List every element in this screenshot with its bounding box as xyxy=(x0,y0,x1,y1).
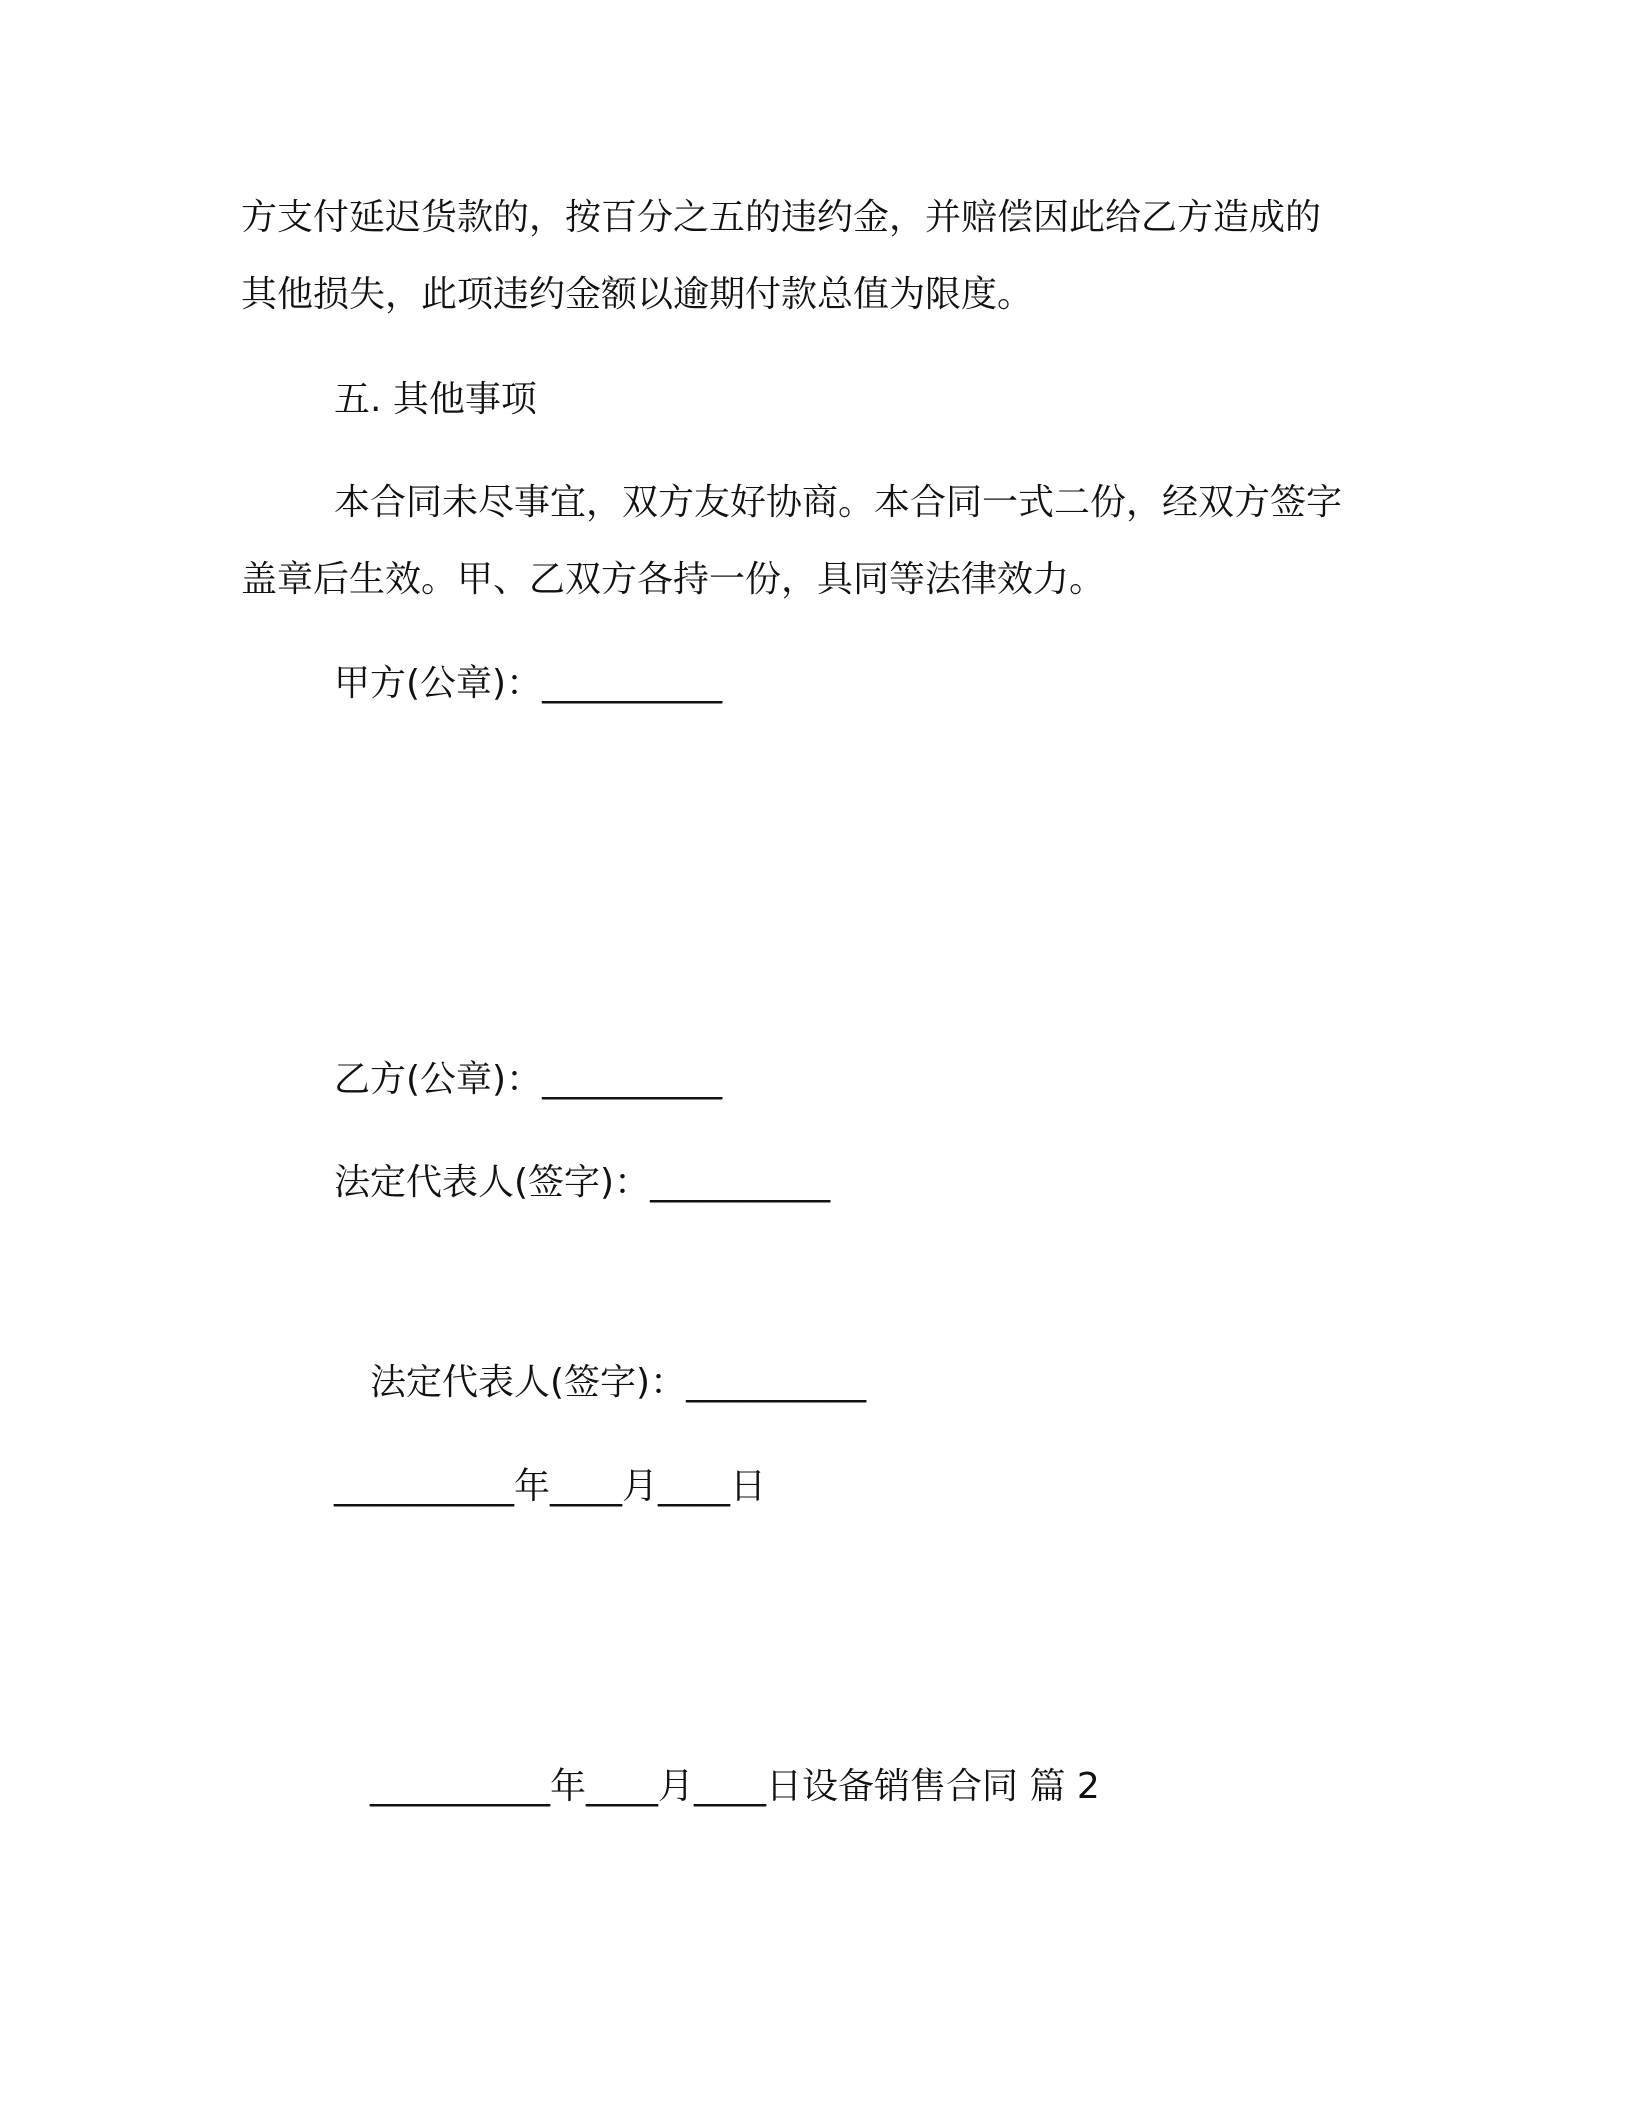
date-line: __________年____月____日 xyxy=(334,1466,766,1507)
penalty-paragraph-line-1: 方支付延迟货款的，按百分之五的违约金，并赔偿因此给乙方造成的 xyxy=(241,197,1322,238)
penalty-paragraph-line-2: 其他损失，此项违约金额以逾期付款总值为限度。 xyxy=(241,274,1034,315)
other-matters-paragraph-line-2: 盖章后生效。甲、乙双方各持一份，具同等法律效力。 xyxy=(241,559,1106,600)
legal-representative-signature-line-1: 法定代表人(签字)：__________ xyxy=(334,1162,831,1203)
party-b-seal-line: 乙方(公章)：__________ xyxy=(334,1059,723,1100)
section-heading-other-matters: 五. 其他事项 xyxy=(334,379,537,420)
next-contract-title: __________年____月____日设备销售合同 篇 2 xyxy=(370,1766,1100,1807)
legal-representative-signature-line-2: 法定代表人(签字)：__________ xyxy=(370,1362,867,1403)
other-matters-paragraph-line-1: 本合同未尽事宜，双方友好协商。本合同一式二份，经双方签字 xyxy=(334,482,1343,523)
party-a-seal-line: 甲方(公章)：__________ xyxy=(334,663,723,704)
